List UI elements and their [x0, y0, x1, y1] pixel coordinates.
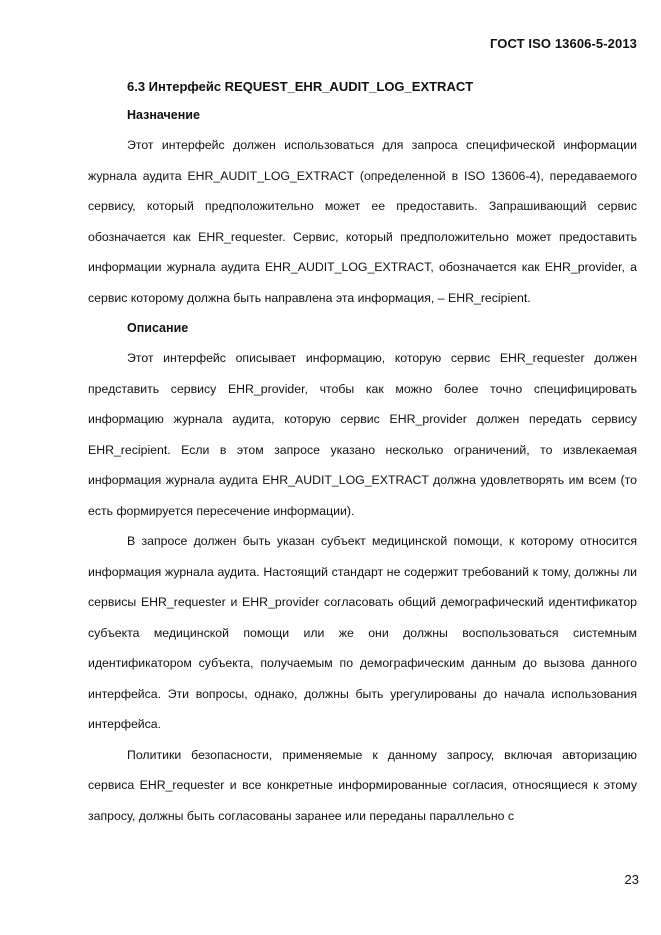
document-body [88, 74, 637, 831]
page-number: 23 [624, 872, 639, 887]
description-paragraph-3: Политики безопасности, применяемые к данному запросу, включая авторизацию сервиса EHR_requester и все конкретные информированные согласия, относящиеся к этому запросу, должны быть согласованы заранее или переданы параллельно с [88, 747, 637, 823]
section-title: 6.3 Интерфейс REQUEST_EHR_AUDIT_LOG_EXTRACT [127, 79, 474, 94]
description-paragraph-1: Этот интерфейс описывает информацию, которую сервис EHR_requester должен представить сервису EHR_provider, чтобы как можно более точно специфицировать информацию журнала аудита, которую сервис EHR_provider должен передать сервису EHR_recipient. Если в этом запросе указано несколько ограничений, то извлекаемая информация журнала аудита EHR_AUDIT_LOG_EXTRACT должна удовлетворять им всем (то есть формируется пересечение информации). [88, 351, 637, 518]
description-heading: Описание [127, 321, 189, 335]
purpose-heading: Назначение [127, 108, 200, 122]
purpose-paragraph: Этот интерфейс должен использоваться для запроса специфической информации журнала аудита EHR_AUDIT_LOG_EXTRACT (определенной в ISO 13606-4), передаваемого сервису, который предположительно может ее предоставить. Запрашивающий сервис обозначается как EHR_requester. Сервис, который предположительно может предоставить информации журнала аудита EHR_AUDIT_LOG_EXTRACT, обозначается как EHR_provider, а сервис которому должна быть направлена эта информация, – EHR_recipient. [88, 138, 637, 305]
description-paragraph-2: В запросе должен быть указан субъект медицинской помощи, к которому относится информация журнала аудита. Настоящий стандарт не содержит требований к тому, должны ли сервисы EHR_requester и EHR_provider согласовать общий демографический идентификатор субъекта медицинской помощи или же они должны воспользоваться системным идентификатором субъекта, получаемым по демографическим данным до вызова данного интерфейса. Эти вопросы, однако, должны быть урегулированы до начала использования интерфейса. [88, 534, 637, 731]
document-standard-id: ГОСТ ISO 13606-5-2013 [490, 36, 637, 51]
